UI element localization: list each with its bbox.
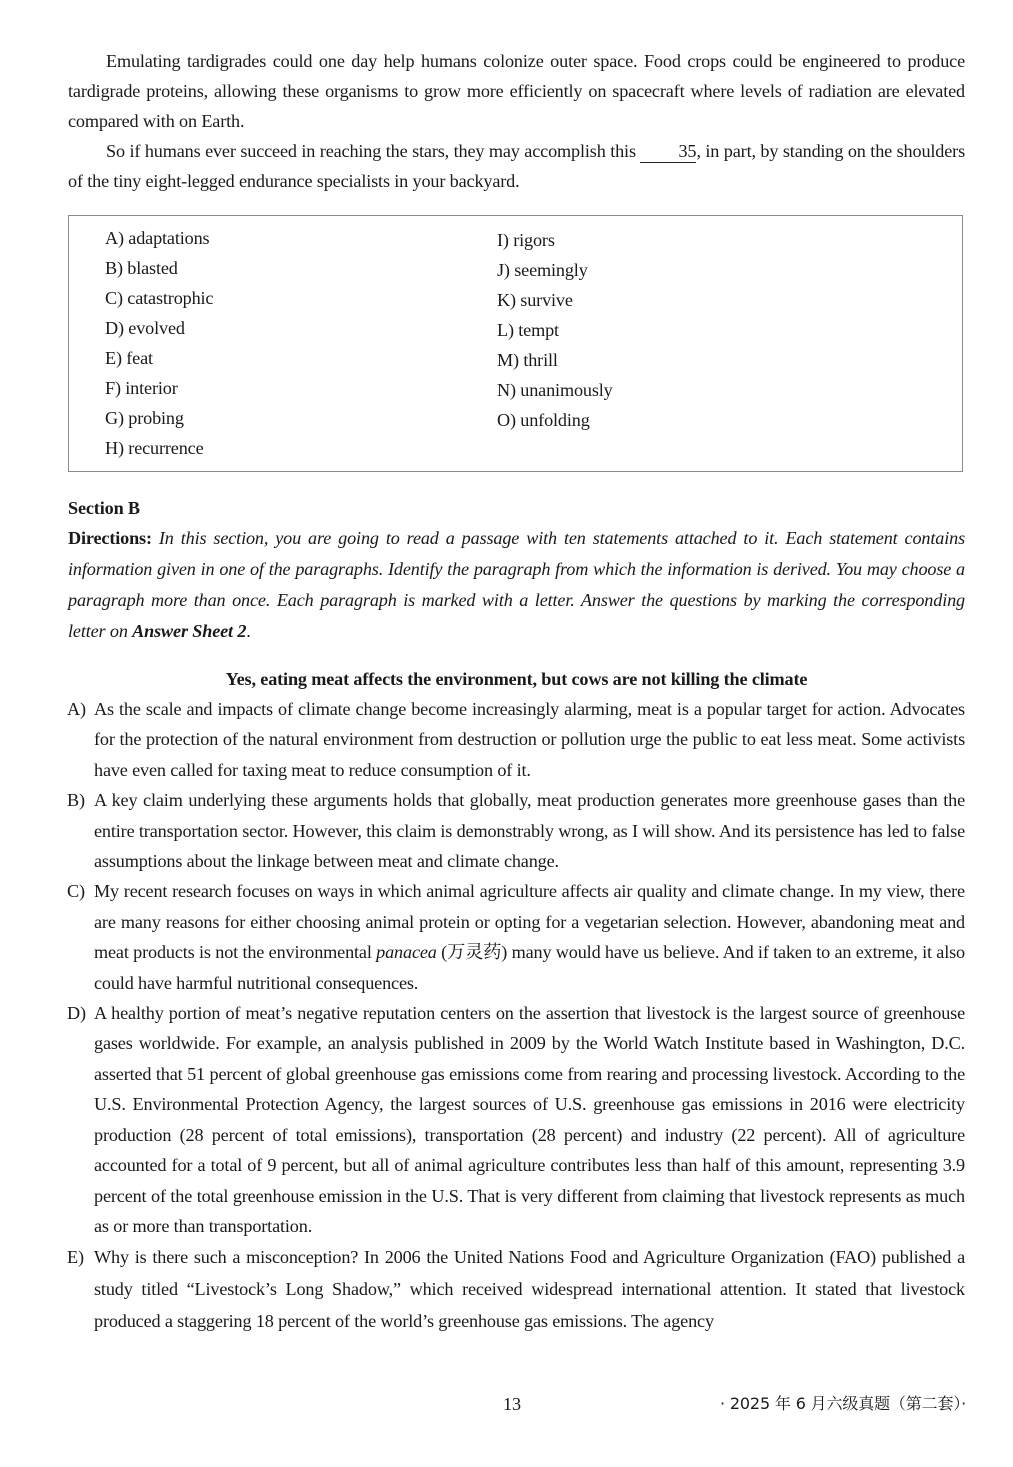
paragraph-e	[68, 1241, 965, 1337]
paragraph-a	[68, 694, 965, 785]
paragraph-letter: B)	[67, 790, 85, 811]
blank-paragraph-after: , in part, by standing on the shoulders of the tiny eight-legged endurance specialists in your backyard.	[68, 141, 965, 191]
paragraph-text: Why is there such a misconception? In 2006 the United Nations Food and Agriculture Organization (FAO) published a study titled “Livestock’s Long Shadow,” which received widespread international attention. It stated that livestock produced a staggering 18 percent of the world’s greenhouse gas emissions. The agency	[94, 1247, 965, 1332]
word-option: D) evolved	[105, 318, 185, 338]
word-option: J) seemingly	[497, 260, 588, 280]
intro-paragraph: Emulating tardigrades could one day help humans colonize outer space. Food crops could be engineered to produce tardigrade proteins, allowing these organisms to grow more efficiently on spacecraft where levels of radiation are elevated compared with on Earth.	[68, 51, 965, 131]
directions-text: In this section, you are going to read a passage with ten statements attached to it. Each statement contains information given in one of the paragraphs. Identify the paragraph from which the information is derived. You may choose a paragraph more than once. Each paragraph is marked with a letter. Answer the questions by marking the corresponding letter on	[68, 528, 965, 641]
directions-label: Directions:	[68, 528, 152, 548]
answer-sheet-label: Answer Sheet 2	[132, 621, 247, 641]
paragraph-letter: D)	[67, 1003, 86, 1024]
word-option: B) blasted	[105, 258, 178, 278]
word-option: E) feat	[105, 348, 153, 368]
paragraph-letter: C)	[67, 881, 85, 902]
word-option: A) adaptations	[105, 228, 210, 248]
word-option: C) catastrophic	[105, 288, 214, 308]
word-bank-left-column	[105, 224, 213, 464]
page-footer	[0, 1389, 1013, 1419]
paragraph-letter: E)	[67, 1247, 84, 1268]
passage	[68, 694, 965, 1337]
paragraph-c	[68, 876, 965, 998]
section-title: Section B	[68, 498, 140, 518]
word-option: F) interior	[105, 378, 178, 398]
word-option: K) survive	[497, 290, 573, 310]
word-option: M) thrill	[497, 350, 558, 370]
blank-paragraph-before: So if humans ever succeed in reaching the stars, they may accomplish this	[106, 141, 641, 161]
exam-label: · 2025 年 6 月六级真题（第二套）·	[720, 1394, 967, 1413]
paragraph-text: A key claim underlying these arguments holds that globally, meat production generates more greenhouse gases than the entire transportation sector. However, this claim is demonstrably wrong, as I will show. And its persistence has led to false assumptions about the linkage between meat and climate change.	[94, 790, 965, 872]
word-bank-right-column	[497, 226, 613, 436]
word-option: I) rigors	[497, 230, 555, 250]
directions	[68, 523, 965, 647]
paragraph-b	[68, 785, 965, 876]
word-option: L) tempt	[497, 320, 559, 340]
word-option: N) unanimously	[497, 380, 613, 400]
word-option: G) probing	[105, 408, 184, 428]
paragraph-d	[68, 998, 965, 1241]
paragraph-text: (万灵药) many would have us believe. And if taken to an extreme, it also could have harmful nutritional consequences.	[94, 942, 965, 993]
intro-text	[68, 46, 965, 196]
blank-paragraph	[68, 136, 965, 196]
page-number: 13	[503, 1394, 521, 1414]
paragraph-text: My recent research focuses on ways in which animal agriculture affects air quality and climate change. In my view, there are many reasons for either choosing animal protein or opting for a vegetarian selection. However, abandoning meat and meat products is not the environmental	[94, 881, 965, 963]
directions-end: .	[246, 621, 251, 641]
paragraph-text: A healthy portion of meat’s negative reputation centers on the assertion that livestock is the largest source of greenhouse gases worldwide. For example, an analysis published in 2009 by the World Watch Institute based in Washington, D.C. asserted that 51 percent of global greenhouse gas emissions come from rearing and processing livestock. According to the U.S. Environmental Protection Agency, the largest sources of U.S. greenhouse gas emissions in 2016 were electricity production (28 percent of total emissions), transportation (28 percent) and industry (22 percent). All of agriculture accounted for a total of 9 percent, but all of animal agriculture contributes less than half of this amount, representing 3.9 percent of the total greenhouse emission in the U.S. That is very different from claiming that livestock represents as much as or more than transportation.	[94, 1003, 965, 1236]
passage-title: Yes, eating meat affects the environment, but cows are not killing the climate	[225, 669, 808, 689]
blank-35: 35	[640, 140, 696, 163]
paragraph-text: As the scale and impacts of climate change become increasingly alarming, meat is a popular target for action. Advocates for the protection of the natural environment from destruction or pollution urge the public to eat less meat. Some activists have even called for taxing meat to reduce consumption of it.	[94, 699, 965, 780]
word-option: O) unfolding	[497, 410, 590, 430]
word-option: H) recurrence	[105, 438, 204, 458]
section-b	[68, 493, 965, 647]
italic-term: panacea	[376, 942, 437, 963]
word-bank	[68, 215, 963, 472]
paragraph-letter: A)	[67, 699, 86, 719]
